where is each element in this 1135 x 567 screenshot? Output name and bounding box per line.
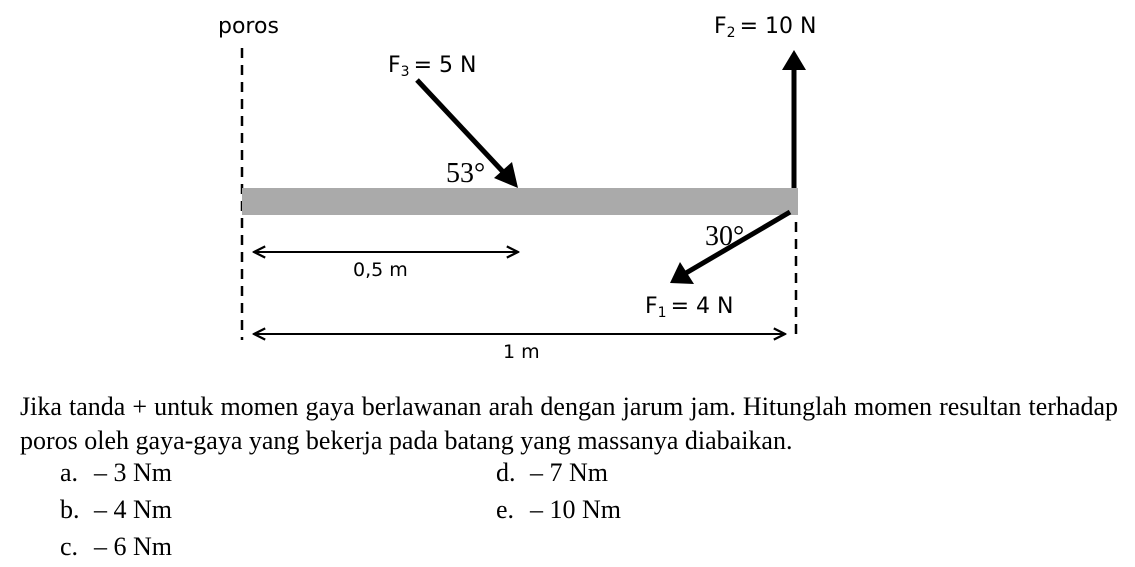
option-a-label: a. bbox=[60, 458, 79, 487]
distance-long-label: 1 m bbox=[503, 341, 540, 363]
option-a-value: – 3 Nm bbox=[94, 458, 172, 487]
option-d[interactable] bbox=[496, 458, 608, 488]
pivot-label: poros bbox=[218, 14, 279, 39]
force-f2-arrowhead bbox=[782, 50, 806, 70]
option-b-value: – 4 Nm bbox=[94, 495, 172, 524]
option-c[interactable] bbox=[60, 532, 172, 562]
option-c-label: c. bbox=[60, 532, 79, 561]
option-c-value: – 6 Nm bbox=[94, 532, 172, 561]
force-f2-label: F2 = 10 N bbox=[714, 14, 817, 41]
option-e-value: – 10 Nm bbox=[530, 495, 621, 524]
option-b-label: b. bbox=[60, 495, 80, 524]
force-f3-label: F3 = 5 N bbox=[388, 53, 477, 80]
angle-53-label: 53° bbox=[446, 158, 486, 189]
option-d-value: – 7 Nm bbox=[530, 458, 608, 487]
distance-short-label: 0,5 m bbox=[353, 259, 408, 281]
question-text: Jika tanda + untuk momen gaya berlawanan arah dengan jarum jam. Hitunglah momen resultan terhadap poros oleh gaya-gaya yang bekerja pada batang yang massanya diabaikan. bbox=[20, 392, 1118, 455]
option-b[interactable] bbox=[60, 495, 172, 525]
angle-30-label: 30° bbox=[705, 221, 745, 252]
rod bbox=[242, 188, 798, 215]
option-d-label: d. bbox=[496, 458, 516, 487]
force-f1-label: F1 = 4 N bbox=[645, 294, 734, 321]
option-e-label: e. bbox=[496, 495, 515, 524]
option-e[interactable] bbox=[496, 495, 621, 525]
option-a[interactable] bbox=[60, 458, 172, 488]
